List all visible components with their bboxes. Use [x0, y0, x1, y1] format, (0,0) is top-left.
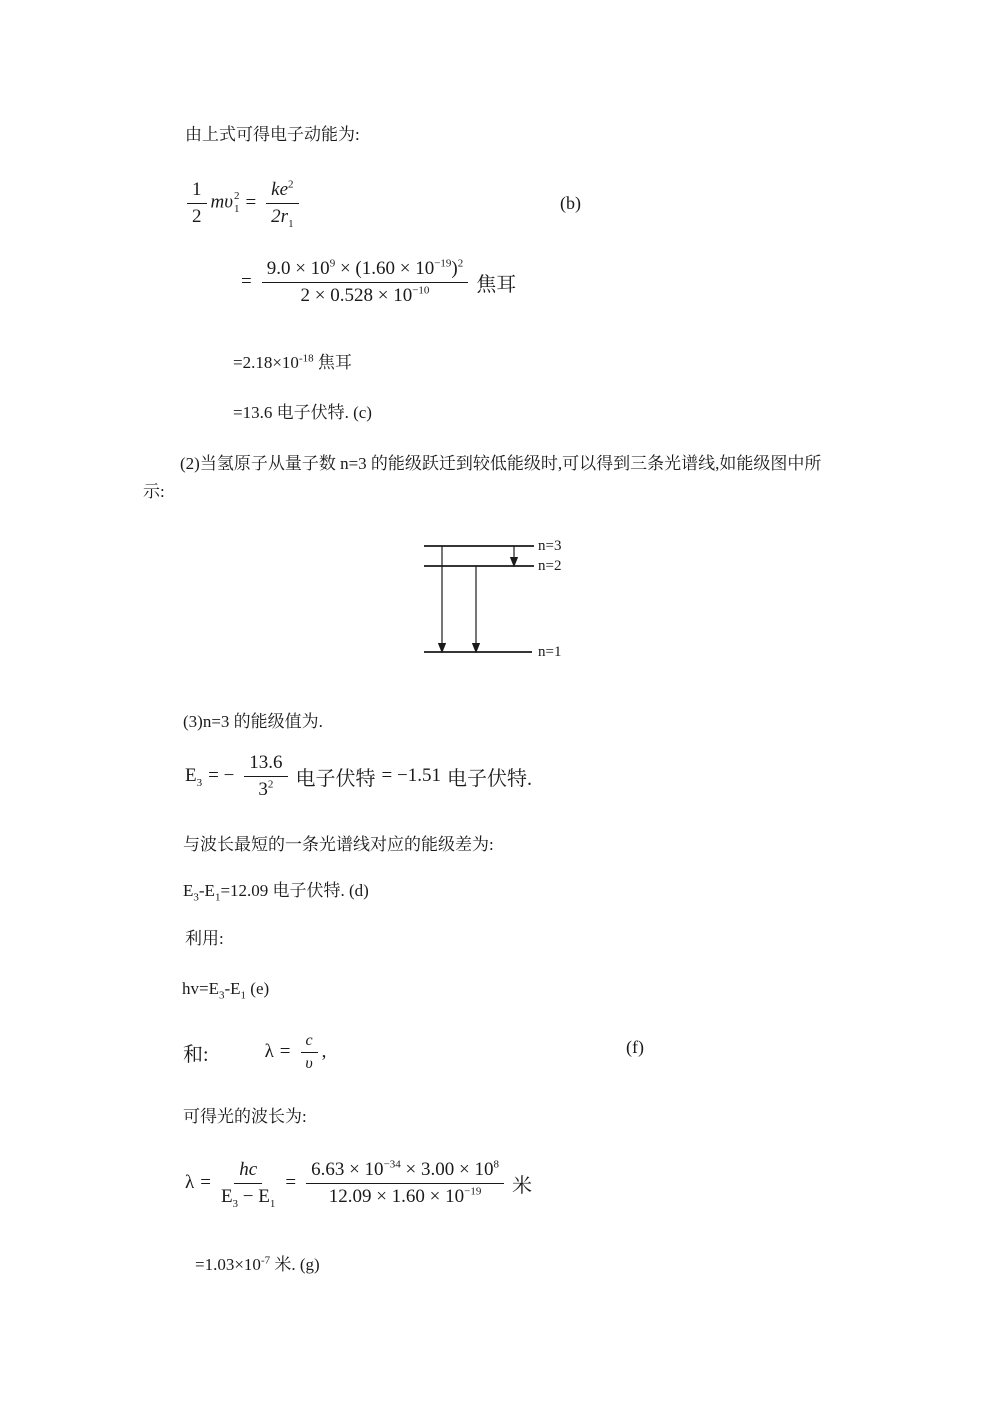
equals-minus: = − — [208, 765, 235, 786]
unit-meter: 米 — [511, 1174, 532, 1197]
paragraph-2-line2: 示: — [143, 482, 165, 501]
equals-sign: = — [279, 1041, 291, 1062]
lambda-symbol: λ — [264, 1041, 274, 1062]
paragraph-2-line1: (2)当氢原子从量子数 n=3 的能级跃迁到较低能级时,可以得到三条光谱线,如能级图中所 — [180, 454, 822, 473]
formula-kinetic-energy-numeric — [235, 252, 516, 312]
equals-sign: = — [241, 271, 252, 292]
arrowhead — [439, 644, 446, 653]
formula-kinetic-energy — [183, 174, 303, 232]
result-wavelength-line-g: $=1.03\times 10^{-7}$ 米. (g) — [195, 1254, 320, 1274]
formula-e3-value — [185, 748, 532, 804]
paragraph-4: 与波长最短的一条光谱线对应的能级差为: — [183, 835, 494, 854]
equation-label-b: (b) — [560, 193, 581, 213]
equals-sign: = — [285, 1172, 297, 1193]
formula-wavelength-relation — [183, 1026, 326, 1078]
fraction-wavelength-numeric: $\frac{6.63 \times 10^{-34} \times 3.00 \times 10^8}{12.09 \times 1.60 \times 10^{-19}}$ — [306, 1159, 504, 1208]
comma: , — [321, 1041, 327, 1062]
label-n2: n=2 — [538, 558, 562, 574]
arrowhead — [511, 558, 518, 567]
stacked-sup-sub: 2 1 — [233, 189, 240, 215]
fraction-c-over-v: $\frac{c}{\upsilon}$ — [301, 1032, 318, 1073]
fraction-hc-over-dE: $\frac{hc}{E_3 - E_1}$ — [220, 1158, 276, 1210]
lambda-symbol: λ — [185, 1172, 195, 1193]
energy-level-diagram — [424, 534, 604, 666]
photon-energy-line-e: $hv=E_3-E_1$ (e) — [182, 979, 270, 1002]
fraction-13-6-over-9: $\frac{13.6}{3^2}$ — [244, 752, 287, 801]
unit-joule: 焦耳 — [476, 273, 517, 296]
paragraph-6: 可得光的波长为: — [183, 1107, 307, 1126]
equals-sign: = — [245, 192, 257, 213]
fraction-one-half: $\frac{1}{2}$ — [187, 179, 207, 228]
paragraph-intro: 由上式可得电子动能为: — [185, 125, 360, 144]
energy-difference-line-d: $E_3-E_1=12.09$ 电子伏特. (d) — [183, 881, 369, 904]
paragraph-3: (3)n=3 的能级值为. — [183, 712, 323, 731]
arrowhead — [473, 644, 480, 653]
fraction-ke2-over-2r1: $\frac{ke^2}{2r_1}$ — [266, 179, 298, 228]
paragraph-5: 利用: — [185, 929, 224, 948]
result-electron-volts-c: =13.6 电子伏特. (c) — [233, 403, 372, 422]
formula-wavelength-numeric — [185, 1152, 532, 1214]
result-joules: $=2.18\times 10^{-18}$ 焦耳 — [233, 352, 352, 372]
equals-sign: = — [200, 1172, 211, 1193]
equals-value: = −1.51 — [381, 765, 441, 786]
mv-squared-term: mυ 2 1 — [210, 189, 240, 215]
unit-ev: 电子伏特 — [295, 767, 376, 790]
unit-ev: 电子伏特. — [446, 767, 532, 790]
equation-label-f: (f) — [626, 1037, 644, 1057]
and-label: 和: — [183, 1043, 209, 1066]
E3-term: $E_3$ — [185, 765, 203, 789]
label-n1: n=1 — [538, 644, 562, 660]
fraction-numeric: $\frac{9.0 \times 10^9 \times (1.60 \times 10^{-19})^2}{2 \times 0.528 \times 10^{-10}}$ — [262, 258, 469, 307]
label-n3: n=3 — [538, 538, 562, 554]
